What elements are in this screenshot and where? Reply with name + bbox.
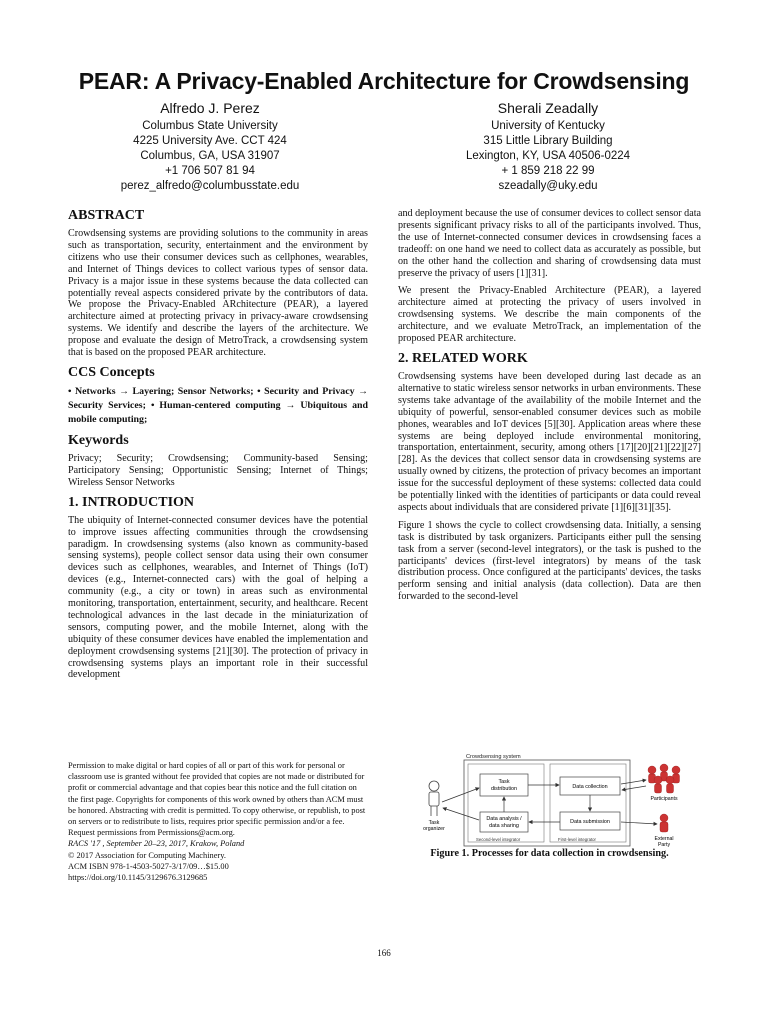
introduction-heading: 1. INTRODUCTION (68, 494, 195, 510)
doi-link[interactable]: https://doi.org/10.1145/3129676.3129685 (68, 873, 208, 883)
external-party-label: External (654, 836, 674, 842)
abstract-heading: ABSTRACT (68, 208, 145, 223)
crowdsensing-system-box (464, 760, 630, 846)
figure-1-diagram (420, 752, 710, 852)
data-analysis-box (480, 812, 528, 832)
task-distribution-label: distribution (490, 786, 518, 792)
keywords-text: Privacy; Security; Crowdsensing; Community-based Sensing; Participatory Sensing; Opportunistic Sensing; Internet of Things; Wireless Sensor Networks (68, 452, 368, 488)
data-analysis-label: data sharing (489, 823, 519, 829)
arrow-participants-to-collection (622, 786, 646, 790)
left-column (68, 208, 368, 687)
ccs-heading: CCS Concepts (68, 364, 155, 380)
isbn-line: ACM ISBN 978-1-4503-5027-3/17/09…$15.00 (68, 861, 229, 871)
external-party-person-icon (660, 814, 668, 832)
author-email[interactable]: szeadally@uky.edu (498, 179, 598, 192)
author-block-1 (60, 100, 360, 194)
conference-venue: RACS '17 , September 20–23, 2017, Krakow, Poland (68, 839, 245, 849)
author-affiliation: University of Kentucky (491, 120, 605, 132)
arrow-collection-to-participants (621, 780, 646, 784)
task-organizer-label: organizer (423, 826, 445, 832)
author-address: 315 Little Library Building (483, 134, 613, 147)
task-distribution-box (480, 774, 528, 796)
paper-title: PEAR: A Privacy-Enabled Architecture for Crowdsensing (78, 68, 690, 94)
introduction-paragraph-2: We present the Privacy-Enabled Architecture (PEAR), a layered architecture aimed at protecting the privacy of users involved in crowdsensing systems. We describe the main components of the architecture, and we evaluate MetroTrack, an implementation of the proposed PEAR architecture. (398, 285, 701, 345)
abstract-text: Crowdsensing systems are providing solutions to the community in areas such as transportation, security, entertainment and the environment by citizens who use their consumer devices such as cellphones, wearables, and Internet of Things devices to collect various types of sensor data. Privacy is a major issue in these systems because the data collected can potentially reveal aspects considered private by the contributors of data. We propose the Privacy-Enabled ARchitecture (PEAR), a layered architecture aimed at protecting privacy in privacy-aware crowdsensing systems. We identify and describe the layers of the architecture. We propose and evaluate the design of MetroTrack, a crowdsensing system that is based on the proposed PEAR architecture. (68, 228, 368, 359)
second-level-integrator-label: Second-level integrator (476, 837, 521, 842)
task-organizer-person-icon (429, 781, 439, 816)
author-name: Alfredo J. Perez (160, 100, 260, 116)
author-phone: + 1 859 218 22 99 (501, 164, 595, 177)
page-number: 166 (377, 948, 391, 958)
data-submission-label: Data submission (570, 819, 610, 825)
keywords-heading: Keywords (68, 432, 129, 448)
author-block-2 (398, 100, 698, 194)
data-analysis-label: Data analysis / (486, 816, 522, 822)
arrow-submission-to-external-party (621, 822, 657, 824)
arrow-analysis-to-organizer (443, 808, 479, 820)
author-name: Sherali Zeadally (497, 100, 599, 116)
permission-notice (68, 760, 368, 883)
crowdsensing-system-label: Crowdsensing system (466, 754, 521, 760)
figure-1-caption: Figure 1. Processes for data collection in crowdsensing. (430, 848, 669, 859)
introduction-paragraph-1: The ubiquity of Internet-connected consumer devices have the potential to improve issues affecting communities through the crowdsensing paradigm. In crowdsensing systems (also known as community-based sensing systems), people collect sensor data using their own consumer devices such as cellphones, wearables, and Internet of Things (IoT) devices (e.g., Internet-connected cars) with the goal of helping a community (e.g., a city or town) in areas such as environmental monitoring, transportation, entertainment, security, and healthcare. Recent technological advances in the last decade in the miniaturization of sensors, computing power, and the mobile Internet, along with the ubiquity of these consumer devices have enabled the implementation and deployment crowdsensing systems [21][30]. The protection of privacy in crowdsensing systems plays an important role in their successful development (68, 514, 368, 681)
participants-group-icon (648, 764, 680, 793)
right-column (398, 208, 701, 609)
first-level-integrator-label: First-level integrator (558, 837, 596, 842)
introduction-paragraph-1-continued: and deployment because the use of consumer devices to collect sensor data presents significant privacy risks to all of the participants involved. Thus, the use of Internet-connected consumer devices in crowdsensing faces a tradeoff: on one hand we need to collect data as accurately as possible, but on the other hand the collection and sharing of crowdsensing data must preserve the privacy of users [1][31]. (398, 208, 701, 279)
author-affiliation: Columbus State University (142, 120, 278, 132)
arrow-organizer-to-distribution (442, 788, 479, 802)
author-email[interactable]: perez_alfredo@columbusstate.edu (120, 179, 300, 192)
external-party-label: Party (657, 842, 671, 848)
task-organizer-label: Task (428, 820, 440, 826)
author-city: Columbus, GA, USA 31907 (140, 149, 280, 162)
task-distribution-label: Task (498, 779, 510, 785)
copyright-line: © 2017 Association for Computing Machinery. (68, 850, 226, 860)
author-address: 4225 University Ave. CCT 424 (133, 134, 287, 147)
author-phone: +1 706 507 81 94 (165, 164, 255, 177)
author-city: Lexington, KY, USA 40506-0224 (465, 149, 631, 162)
related-work-heading: 2. RELATED WORK (398, 350, 528, 366)
participants-label: Participants (650, 796, 678, 802)
permission-text: Permission to make digital or hard copies of all or part of this work for personal or classroom use is granted without fee provided that copies are not made or distributed for profit or commercial advantage and that copies bear this notice and the full citation on the first page. Copyrights for components of this work owned by others than ACM must be honored. Abstracting with credit is permitted. To copy otherwise, or republish, to post on servers or to redistribute to lists, requires prior specific permission and/or a fee. Request permissions from Permissions@acm.org. (68, 761, 366, 838)
related-work-paragraph-2: Figure 1 shows the cycle to collect crowdsensing data. Initially, a sensing task is distributed by task organizers. Participants either pull the sensing task from a server (second-level integrators), or the task is pushed to the participants' devices (first-level integrators) by means of the task distribution process. Once configured at the participants' devices, the tasks perform sensing and initial analysis (data collection). Data are then forwarded to the second-level (398, 519, 701, 603)
ccs-text: • Networks → Layering; Sensor Networks; • Security and Privacy → Security Services; • Human-centered computing → Ubiquitous and mobile computing; (68, 385, 368, 425)
related-work-paragraph-1: Crowdsensing systems have been developed during last decade as an alternative to static wireless sensor networks in urban environments. These systems take advantage of the availability of the mobile Internet and the ubiquity of powerful, sensor-enabled consumer devices such as mobile phones, wearables and IoT devices [5][30]. Application areas where these systems are being deployed include environmental monitoring, transportation, entertainment, security, among others [17][20][21][22][27][28]. As the devices that collect sensor data in crowdsensing systems are usually owned by citizens, the protection of privacy becomes an important issue for the successful deployment of these systems: collected data could be potentially linked with the identities of participants or data could reveal aspects about individuals that are considered private [1][6][31][35]. (398, 370, 701, 513)
data-collection-label: Data collection (572, 784, 608, 790)
